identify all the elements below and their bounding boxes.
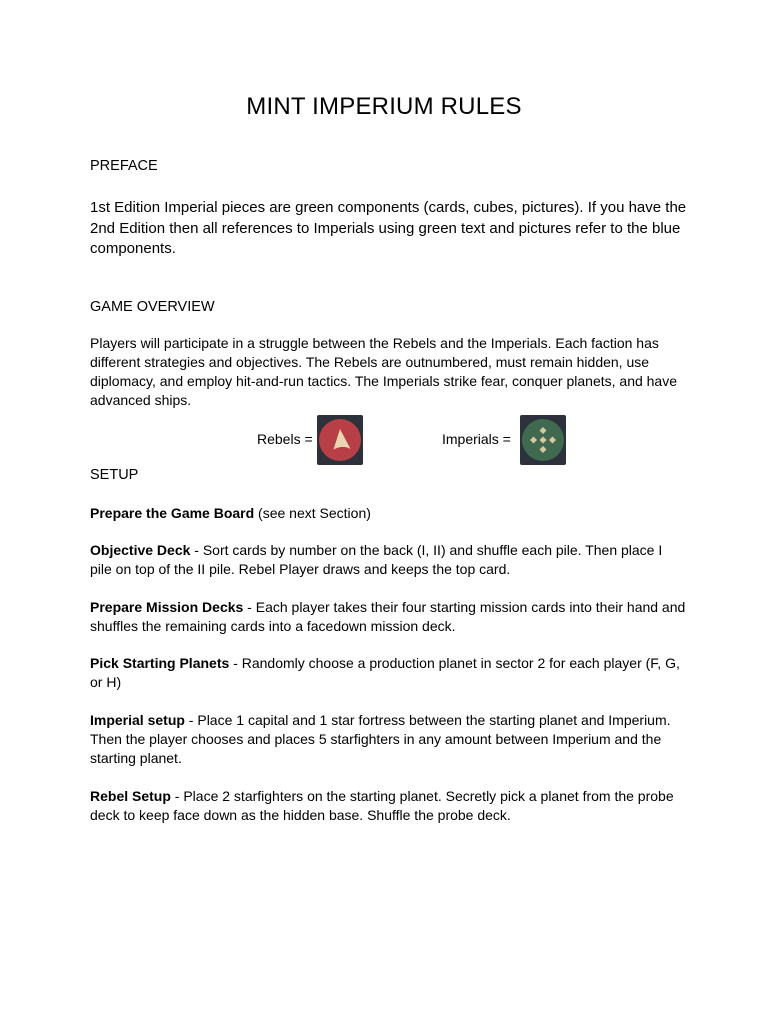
setup-item-term: Rebel Setup bbox=[90, 788, 171, 804]
setup-item-text: - Sort cards by number on the back (I, II) and shuffle each pile. Then place I pile on top of the II pile. Rebel Player draws and keeps the top card. bbox=[90, 542, 663, 577]
setup-item bbox=[90, 711, 680, 768]
setup-item bbox=[90, 504, 690, 523]
setup-item bbox=[90, 654, 680, 692]
rebel-faction-icon bbox=[317, 415, 363, 465]
setup-item-text: (see next Section) bbox=[254, 505, 371, 521]
setup-item-term: Objective Deck bbox=[90, 542, 191, 558]
faction-legend bbox=[0, 415, 768, 467]
imperial-faction-icon bbox=[520, 415, 566, 465]
document-title: MINT IMPERIUM RULES bbox=[246, 93, 522, 120]
setup-item-term: Prepare Mission Decks bbox=[90, 599, 244, 615]
setup-item bbox=[90, 541, 680, 579]
setup-item bbox=[90, 598, 690, 636]
preface-heading: PREFACE bbox=[90, 158, 158, 174]
setup-item-text: - Each player takes their four starting mission cards into their hand and shuffles the remaining cards into a facedown mission deck. bbox=[90, 599, 686, 634]
setup-item bbox=[90, 787, 680, 825]
imperials-label: Imperials = bbox=[442, 431, 511, 447]
setup-item-text: - Randomly choose a production planet in sector 2 for each player (F, G, or H) bbox=[90, 655, 680, 690]
setup-heading: SETUP bbox=[90, 467, 139, 483]
overview-heading: GAME OVERVIEW bbox=[90, 299, 215, 315]
overview-paragraph: Players will participate in a struggle between the Rebels and the Imperials. Each faction has different strategies and objectives. The Rebels are outnumbered, must remain hidden, use diplomacy, and employ hit-and-run tactics. The Imperials strike fear, conquer planets, and have advanced ships. bbox=[90, 335, 678, 408]
setup-item-term: Prepare the Game Board bbox=[90, 505, 255, 521]
setup-item-term: Imperial setup bbox=[90, 712, 185, 728]
setup-item-text: - Place 1 capital and 1 star fortress between the starting planet and Imperium. Then the player chooses and places 5 starfighters in any amount between Imperium and the starting planet. bbox=[90, 712, 671, 766]
rebels-label: Rebels = bbox=[257, 431, 313, 447]
setup-item-text: - Place 2 starfighters on the starting planet. Secretly pick a planet from the probe deck to keep face down as the hidden base. Shuffle the probe deck. bbox=[90, 788, 674, 823]
setup-item-term: Pick Starting Planets bbox=[90, 655, 230, 671]
preface-paragraph: 1st Edition Imperial pieces are green components (cards, cubes, pictures). If you have the 2nd Edition then all references to Imperials using green text and pictures refer to the blue components. bbox=[90, 199, 687, 257]
